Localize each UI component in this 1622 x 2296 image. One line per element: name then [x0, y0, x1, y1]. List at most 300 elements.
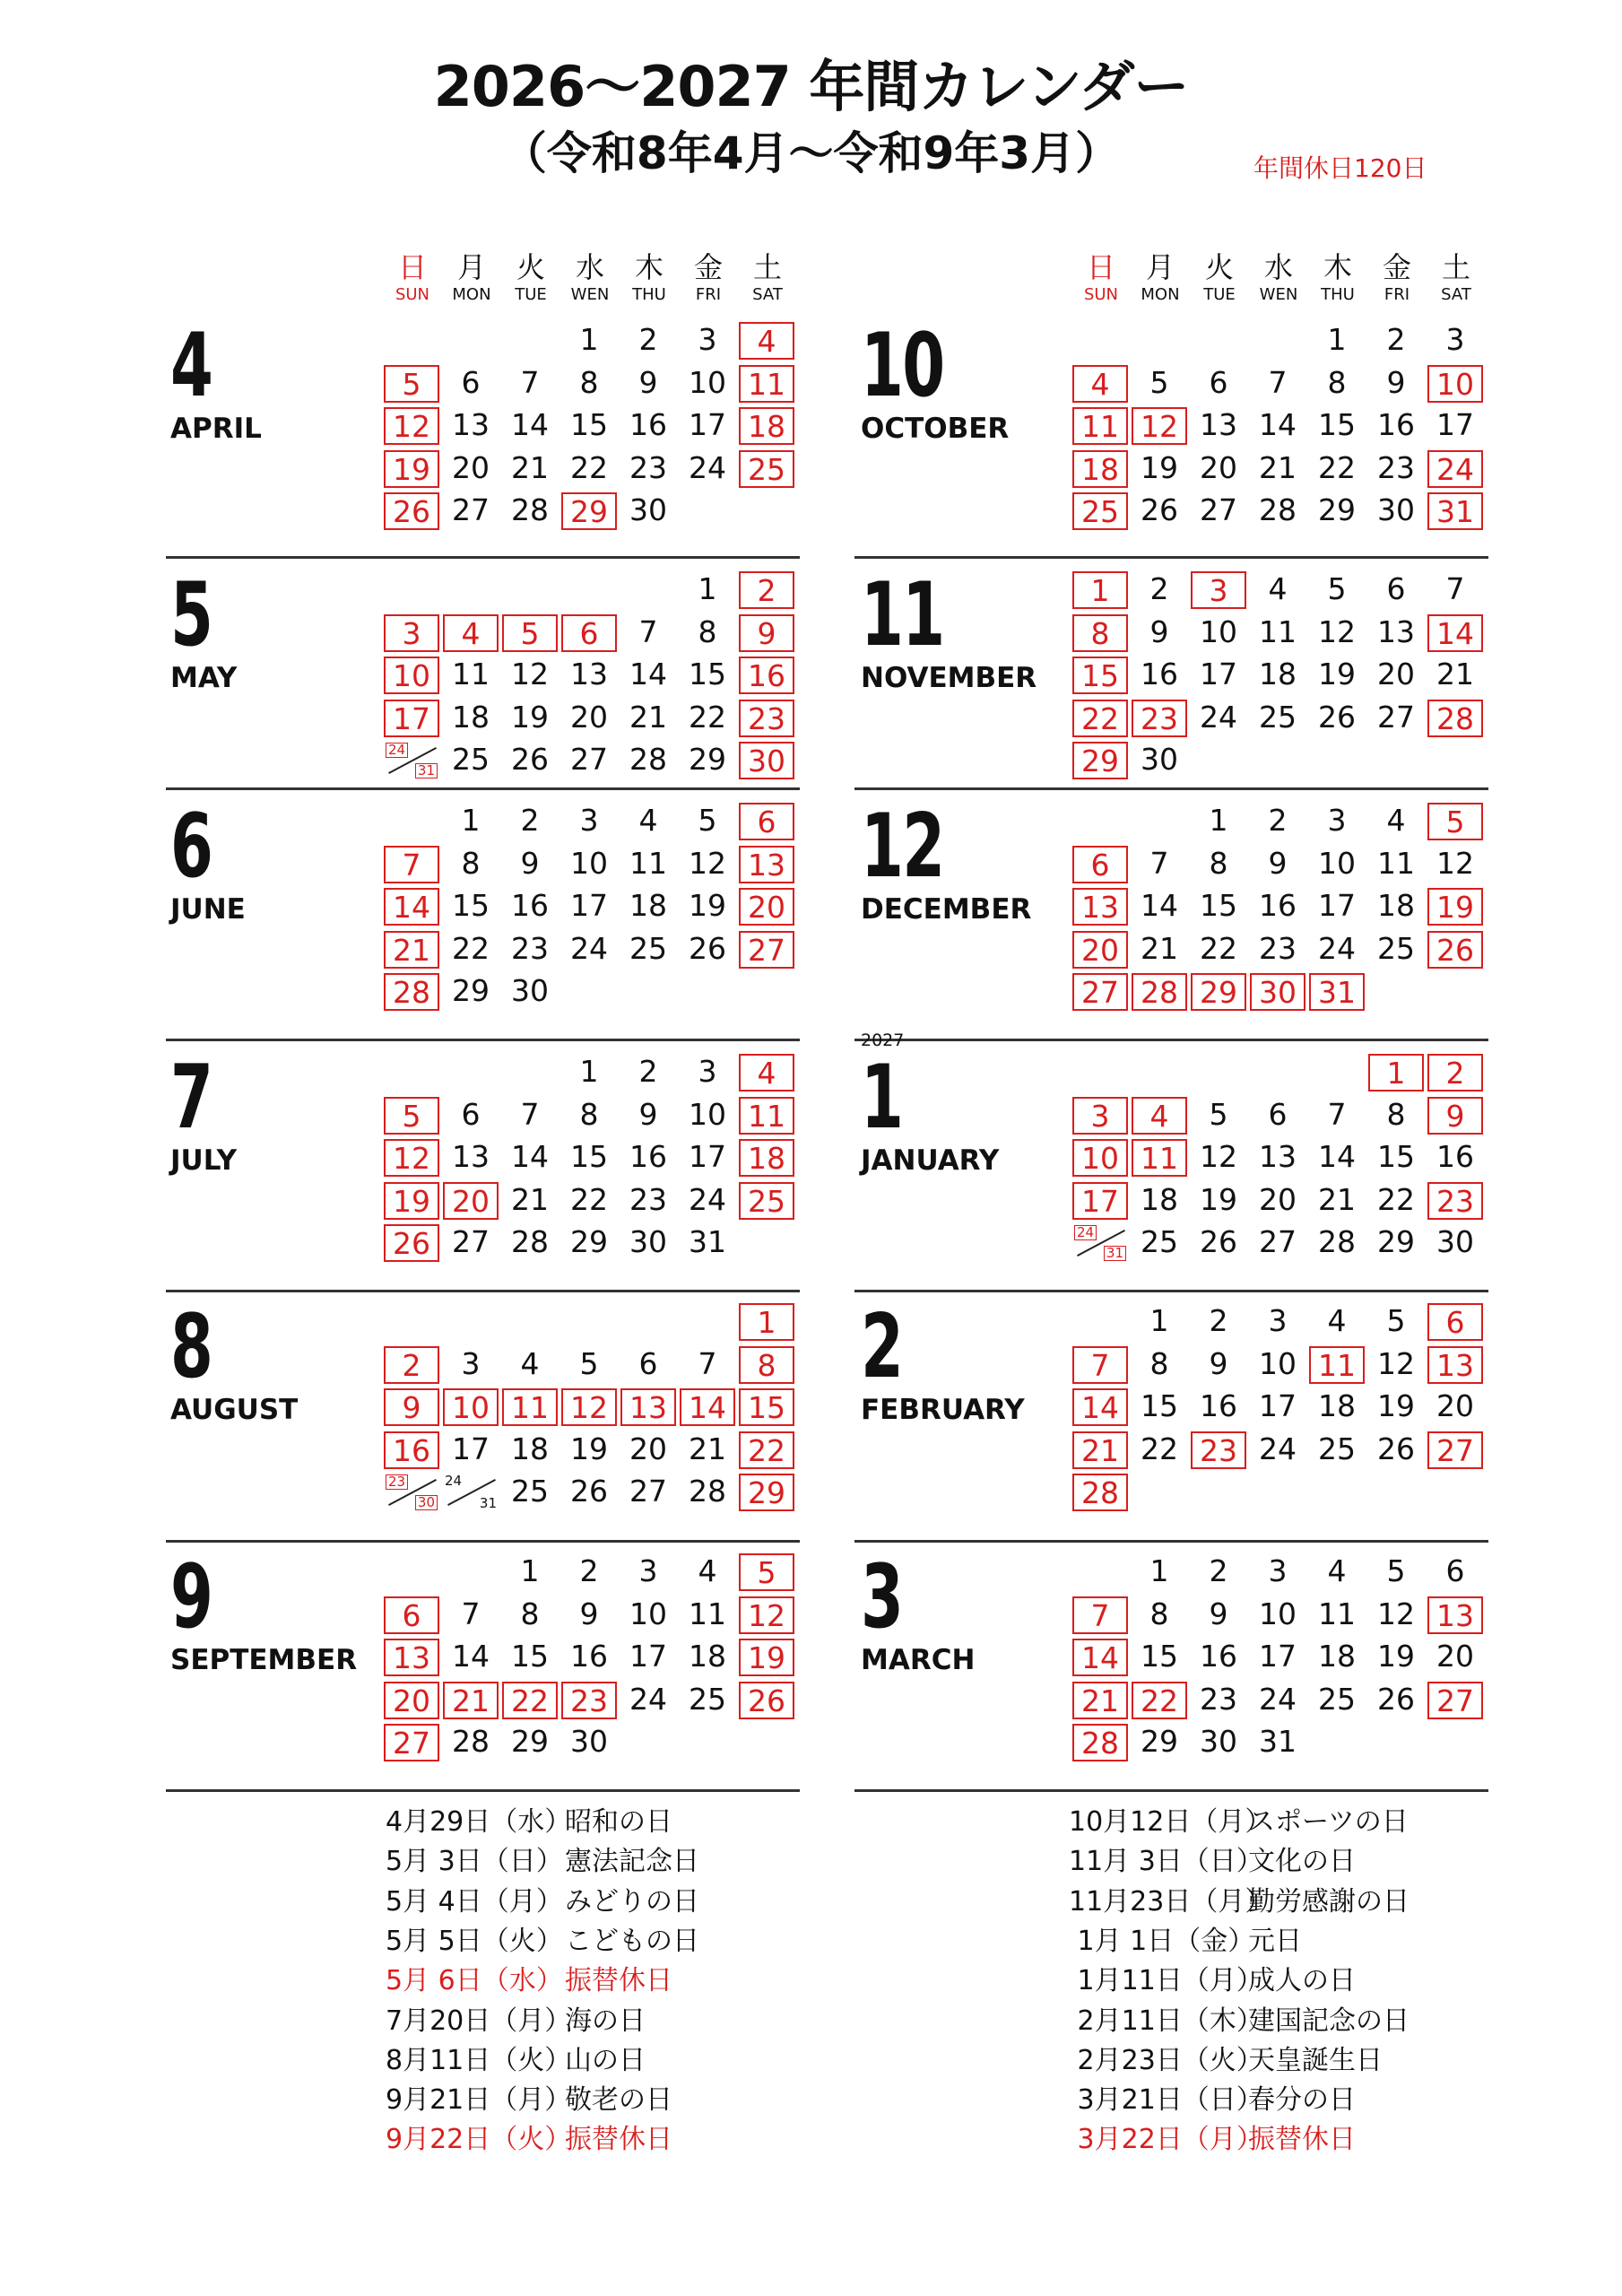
holiday-name: こどもの日 [565, 1925, 699, 1957]
day-cell-holiday: 14 [1072, 1388, 1128, 1426]
day-cell: 18 [1377, 888, 1415, 923]
day-cell-holiday: 10 [1072, 1139, 1128, 1177]
day-cell: 28 [1259, 492, 1297, 527]
day-cell: 10 [689, 364, 726, 400]
day-cell: 25 [629, 930, 667, 966]
day-cell: 11 [452, 657, 490, 691]
day-cell: 4 [1386, 803, 1406, 838]
day-cell: 19 [689, 888, 726, 923]
weekday-jp: 月 [456, 250, 486, 284]
day-cell: 25 [689, 1681, 726, 1717]
day-cell: 23 [1259, 930, 1297, 966]
day-cell: 8 [1327, 364, 1347, 400]
day-cell: 1 [579, 1054, 599, 1089]
day-cell: 24 [689, 449, 726, 485]
holiday-list-item [386, 2083, 672, 2118]
day-cell: 12 [1436, 845, 1474, 881]
day-cell-split [384, 1474, 439, 1511]
weekday-header [680, 249, 737, 305]
day-cell-holiday: 8 [739, 1346, 794, 1384]
day-cell-holiday: 10 [443, 1388, 499, 1426]
day-cell: 11 [1259, 613, 1297, 649]
month-divider [854, 556, 1488, 559]
day-cell: 22 [689, 699, 726, 735]
day-cell: 1 [461, 803, 481, 838]
day-cell: 2 [520, 803, 540, 838]
holiday-date: 4月29日（水） [386, 1806, 572, 1838]
day-cell-holiday: 12 [1132, 407, 1187, 445]
day-cell: 25 [1141, 1224, 1178, 1259]
day-cell-holiday: 17 [1072, 1182, 1128, 1220]
holiday-name: 振替休日 [565, 2124, 672, 2156]
day-cell: 20 [1200, 449, 1237, 485]
day-cell: 9 [1209, 1596, 1228, 1631]
day-cell: 24 [689, 1181, 726, 1217]
day-cell-holiday: 21 [384, 931, 439, 969]
day-cell: 17 [1200, 657, 1237, 691]
day-cell-holiday: 29 [1072, 742, 1128, 779]
day-cell: 4 [1327, 1553, 1347, 1588]
day-cell: 1 [698, 571, 717, 606]
weekday-header [384, 249, 441, 305]
day-cell: 17 [629, 1639, 667, 1674]
day-cell-holiday: 26 [384, 1224, 439, 1262]
day-cell: 14 [511, 1139, 549, 1174]
holiday-list-item [386, 1963, 672, 1999]
day-cell-holiday: 14 [384, 888, 439, 926]
day-cell: 12 [689, 845, 726, 881]
holiday-name: みどりの日 [565, 1885, 699, 1918]
day-cell-holiday: 29 [561, 492, 617, 530]
day-cell-split [1072, 1224, 1128, 1262]
day-cell-holiday: 4 [1072, 365, 1128, 403]
holiday-name: 成人の日 [1248, 1965, 1356, 1997]
day-cell: 7 [1268, 364, 1288, 400]
day-cell: 9 [638, 364, 658, 400]
day-cell: 30 [1436, 1224, 1474, 1259]
day-cell: 9 [1386, 364, 1406, 400]
year-note: 2027 [861, 1031, 905, 1050]
holiday-date: 11月 3日（日） [1069, 1846, 1263, 1878]
holiday-name: 振替休日 [1248, 2124, 1356, 2156]
day-cell: 29 [511, 1724, 549, 1759]
day-cell-holiday: 25 [1072, 492, 1128, 530]
weekday-header [620, 249, 678, 305]
day-cell: 10 [570, 845, 608, 881]
weekday-jp: 火 [516, 250, 545, 284]
day-cell: 15 [570, 407, 608, 442]
weekday-en: SUN [1083, 285, 1119, 304]
day-cell-holiday: 13 [620, 1388, 676, 1426]
holiday-list-item [1069, 2083, 1356, 2118]
day-cell: 21 [629, 699, 667, 735]
day-cell: 28 [511, 1224, 549, 1259]
day-cell: 22 [570, 1181, 608, 1217]
day-cell: 3 [1445, 322, 1465, 357]
day-cell: 5 [1327, 571, 1347, 606]
day-cell: 29 [570, 1224, 608, 1259]
day-cell-holiday: 24 [1427, 450, 1483, 488]
day-cell: 5 [1386, 1303, 1406, 1338]
month-number: 5 [170, 564, 213, 666]
day-cell: 26 [1141, 492, 1178, 527]
day-cell: 27 [1200, 492, 1237, 527]
page-subtitle: （令和8年4月～令和9年3月） [501, 127, 1121, 179]
day-cell-holiday: 4 [739, 1054, 794, 1091]
page-title: 2026～2027 年間カレンダー [433, 54, 1189, 119]
holiday-list-item [386, 2004, 646, 2039]
day-cell: 23 [1200, 1681, 1237, 1717]
day-cell-holiday: 23 [1427, 1182, 1483, 1220]
month-name: DECEMBER [861, 893, 1032, 926]
day-cell-holiday: 26 [1427, 931, 1483, 969]
day-cell: 25 [1318, 1681, 1356, 1717]
day-cell: 24 [1259, 1681, 1297, 1717]
day-cell-holiday: 26 [739, 1682, 794, 1719]
weekday-jp: 土 [752, 250, 782, 284]
day-cell: 24 [570, 930, 608, 966]
month-number: 10 [861, 315, 944, 417]
month-name: JANUARY [861, 1144, 1000, 1177]
month-name: JULY [170, 1144, 238, 1177]
day-cell: 7 [520, 364, 540, 400]
holiday-name: 文化の日 [1248, 1846, 1356, 1878]
month-divider [166, 787, 800, 790]
day-cell: 2 [1209, 1553, 1228, 1588]
day-cell: 19 [1318, 657, 1356, 691]
weekday-header [502, 249, 559, 305]
day-cell: 15 [511, 1639, 549, 1674]
day-cell-holiday: 21 [443, 1682, 499, 1719]
day-cell: 3 [698, 1054, 717, 1089]
month-number: 2 [861, 1296, 903, 1398]
day-cell: 29 [1141, 1724, 1178, 1759]
day-cell: 25 [1377, 930, 1415, 966]
day-cell: 6 [638, 1345, 658, 1381]
day-cell: 30 [629, 1224, 667, 1259]
day-cell: 17 [689, 1139, 726, 1174]
day-cell: 20 [1436, 1639, 1474, 1674]
day-cell-holiday: 3 [384, 614, 439, 652]
day-cell: 22 [1200, 930, 1237, 966]
day-cell: 15 [689, 657, 726, 691]
weekday-en: FRI [1383, 285, 1410, 304]
day-cell-holiday: 13 [739, 846, 794, 883]
day-cell: 1 [1327, 322, 1347, 357]
day-cell: 18 [511, 1431, 549, 1466]
day-cell-holiday: 21 [1072, 1431, 1128, 1469]
day-cell: 30 [570, 1724, 608, 1759]
day-cell-holiday: 29 [739, 1474, 794, 1511]
day-cell: 5 [1149, 364, 1169, 400]
day-cell: 26 [1377, 1681, 1415, 1717]
day-cell-holiday: 23 [561, 1682, 617, 1719]
weekday-jp: 月 [1145, 250, 1175, 284]
holiday-date: 11月23日（月） [1069, 1885, 1272, 1918]
day-cell: 14 [1259, 407, 1297, 442]
day-cell-holiday: 12 [384, 407, 439, 445]
day-cell-holiday: 27 [739, 931, 794, 969]
day-cell: 28 [689, 1474, 726, 1509]
weekday-en: TUE [515, 285, 547, 304]
day-cell-holiday: 5 [502, 614, 558, 652]
holiday-date: 1月 1日（金） [1069, 1925, 1255, 1957]
day-cell: 6 [1445, 1553, 1465, 1588]
day-cell: 17 [689, 407, 726, 442]
day-cell-holiday: 2 [739, 571, 794, 609]
day-cell: 16 [570, 1639, 608, 1674]
day-cell: 5 [579, 1345, 599, 1381]
holiday-list-item [1069, 2122, 1356, 2158]
day-cell: 22 [1318, 449, 1356, 485]
day-cell-holiday: 30 [739, 742, 794, 779]
annual-holiday-count: 年間休日120日 [1253, 153, 1427, 183]
day-cell: 1 [1149, 1553, 1169, 1588]
day-cell: 14 [1318, 1139, 1356, 1174]
day-cell: 13 [1259, 1139, 1297, 1174]
day-cell-holiday: 8 [1072, 614, 1128, 652]
day-cell-holiday: 13 [1427, 1596, 1483, 1634]
day-cell-holiday: 28 [384, 973, 439, 1011]
day-cell: 5 [698, 803, 717, 838]
day-cell-holiday: 18 [1072, 450, 1128, 488]
day-cell: 24 [1259, 1431, 1297, 1466]
day-cell: 14 [1141, 888, 1178, 923]
holiday-date: 9月22日（火） [386, 2124, 572, 2156]
month-number: 11 [861, 564, 944, 666]
weekday-en: MON [452, 285, 491, 304]
month-number: 9 [170, 1546, 213, 1648]
day-cell-holiday: 19 [1427, 888, 1483, 926]
day-cell-holiday: 18 [739, 1139, 794, 1177]
weekday-jp: 木 [1323, 250, 1352, 284]
holiday-date: 10月12日（月） [1069, 1806, 1272, 1838]
day-cell: 2 [1386, 322, 1406, 357]
day-cell-holiday: 23 [1191, 1431, 1246, 1469]
day-cell: 15 [1377, 1139, 1415, 1174]
day-cell: 28 [511, 492, 549, 527]
month-number: 6 [170, 796, 213, 898]
day-cell-holiday: 11 [1132, 1139, 1187, 1177]
holiday-date: 3月22日（月） [1069, 2124, 1263, 2156]
day-cell-holiday: 20 [739, 888, 794, 926]
weekday-jp: 水 [1263, 250, 1293, 284]
day-cell: 14 [452, 1639, 490, 1674]
day-cell-holiday: 28 [1132, 973, 1187, 1011]
weekday-jp: 日 [397, 250, 427, 284]
day-cell: 13 [452, 407, 490, 442]
holiday-list-item [386, 1844, 699, 1880]
month-number: 12 [861, 796, 944, 898]
day-cell-holiday: 12 [739, 1596, 794, 1634]
day-cell: 7 [461, 1596, 481, 1631]
day-cell: 12 [511, 657, 549, 691]
day-cell: 20 [1377, 657, 1415, 691]
day-cell-holiday: 10 [1427, 365, 1483, 403]
holiday-date: 7月20日（月） [386, 2005, 572, 2037]
day-cell: 6 [1268, 1096, 1288, 1132]
split-day-lower: 31 [415, 763, 438, 778]
day-cell: 30 [1200, 1724, 1237, 1759]
day-cell-holiday: 31 [1427, 492, 1483, 530]
day-cell-holiday: 13 [384, 1639, 439, 1676]
holiday-list-item [386, 1884, 699, 1920]
day-cell: 10 [1259, 1345, 1297, 1381]
day-cell: 9 [1268, 845, 1288, 881]
day-cell-holiday: 29 [1191, 973, 1246, 1011]
weekday-header [1250, 249, 1307, 305]
holiday-date: 8月11日（火） [386, 2044, 572, 2076]
day-cell-holiday: 4 [1132, 1097, 1187, 1135]
day-cell: 26 [689, 930, 726, 966]
day-cell: 18 [1318, 1639, 1356, 1674]
day-cell-holiday: 12 [384, 1139, 439, 1177]
day-cell: 3 [638, 1553, 658, 1588]
day-cell: 16 [1200, 1639, 1237, 1674]
day-cell: 30 [1141, 742, 1178, 777]
day-cell: 26 [1318, 699, 1356, 735]
day-cell-holiday: 28 [1427, 700, 1483, 737]
day-cell: 25 [511, 1474, 549, 1509]
month-name: APRIL [170, 413, 262, 445]
day-cell: 26 [511, 742, 549, 777]
holiday-name: 春分の日 [1248, 2084, 1356, 2117]
day-cell: 5 [1386, 1553, 1406, 1588]
day-cell: 19 [1200, 1181, 1237, 1217]
day-cell-holiday: 9 [384, 1388, 439, 1426]
holiday-list-item [1069, 1924, 1302, 1960]
holiday-name: 勤労感謝の日 [1248, 1885, 1409, 1918]
day-cell: 3 [1327, 803, 1347, 838]
holiday-date: 1月11日（月） [1069, 1965, 1263, 1997]
day-cell: 9 [520, 845, 540, 881]
day-cell-holiday: 1 [739, 1303, 794, 1341]
day-cell: 12 [1377, 1345, 1415, 1381]
month-divider [166, 556, 800, 559]
month-divider [854, 1039, 1488, 1041]
day-cell: 28 [629, 742, 667, 777]
day-cell: 3 [1268, 1303, 1288, 1338]
day-cell-holiday: 5 [384, 1097, 439, 1135]
weekday-header [1191, 249, 1248, 305]
day-cell: 30 [1377, 492, 1415, 527]
weekday-header [739, 249, 796, 305]
day-cell: 29 [689, 742, 726, 777]
day-cell: 16 [1141, 657, 1178, 691]
day-cell-holiday: 16 [384, 1431, 439, 1469]
day-cell: 15 [452, 888, 490, 923]
month-number: 3 [861, 1546, 903, 1648]
day-cell-holiday: 31 [1309, 973, 1365, 1011]
month-divider [854, 787, 1488, 790]
day-cell-holiday: 27 [1427, 1431, 1483, 1469]
holiday-date: 2月23日（火） [1069, 2044, 1263, 2076]
day-cell: 31 [689, 1224, 726, 1259]
day-cell: 9 [1209, 1345, 1228, 1381]
day-cell: 22 [452, 930, 490, 966]
day-cell: 8 [698, 613, 717, 649]
day-cell: 8 [1386, 1096, 1406, 1132]
day-cell: 19 [511, 699, 549, 735]
month-number: 8 [170, 1296, 213, 1398]
weekday-jp: 日 [1086, 250, 1115, 284]
day-cell-holiday: 27 [1427, 1682, 1483, 1719]
holiday-date: 5月 6日（水） [386, 1965, 563, 1997]
day-cell: 24 [629, 1681, 667, 1717]
day-cell-split [443, 1474, 499, 1511]
holiday-list-item [1069, 1884, 1409, 1920]
day-cell: 21 [689, 1431, 726, 1466]
holiday-name: 昭和の日 [565, 1806, 672, 1838]
day-cell: 8 [1149, 1596, 1169, 1631]
day-cell: 1 [579, 322, 599, 357]
day-cell: 23 [629, 449, 667, 485]
day-cell: 20 [1259, 1181, 1297, 1217]
weekday-jp: 金 [693, 250, 723, 284]
day-cell-holiday: 25 [739, 1182, 794, 1220]
day-cell-holiday: 23 [739, 700, 794, 737]
weekday-header [561, 249, 619, 305]
day-cell: 23 [1377, 449, 1415, 485]
day-cell-holiday: 7 [1072, 1346, 1128, 1384]
day-cell-holiday: 2 [384, 1346, 439, 1384]
holiday-date: 5月 3日（日） [386, 1846, 563, 1878]
day-cell: 17 [1436, 407, 1474, 442]
holiday-date: 3月21日（日） [1069, 2084, 1263, 2117]
day-cell-holiday: 22 [1132, 1682, 1187, 1719]
day-cell: 21 [1318, 1181, 1356, 1217]
split-day-upper: 24 [1074, 1225, 1097, 1240]
day-cell: 15 [1141, 1388, 1178, 1423]
day-cell: 12 [1377, 1596, 1415, 1631]
weekday-en: THU [632, 285, 666, 304]
day-cell: 19 [1141, 449, 1178, 485]
weekday-en: SUN [395, 285, 430, 304]
month-divider [854, 1290, 1488, 1292]
weekday-en: SAT [1441, 285, 1471, 304]
month-name: OCTOBER [861, 413, 1010, 445]
day-cell: 27 [570, 742, 608, 777]
day-cell: 22 [570, 449, 608, 485]
day-cell: 10 [689, 1096, 726, 1132]
holiday-list-item [1069, 1963, 1356, 1999]
holiday-date: 9月21日（月） [386, 2084, 572, 2117]
weekday-en: MON [1141, 285, 1180, 304]
day-cell-holiday: 19 [384, 450, 439, 488]
day-cell: 16 [511, 888, 549, 923]
day-cell-holiday: 14 [1072, 1639, 1128, 1676]
day-cell: 16 [1377, 407, 1415, 442]
day-cell: 17 [1259, 1639, 1297, 1674]
day-cell-holiday: 6 [1072, 846, 1128, 883]
day-cell: 7 [698, 1345, 717, 1381]
weekday-header [1309, 249, 1366, 305]
month-divider [166, 1039, 800, 1041]
month-divider [854, 1540, 1488, 1543]
month-name: JUNE [170, 893, 246, 926]
month-number: 7 [170, 1047, 213, 1149]
day-cell: 6 [461, 364, 481, 400]
day-cell: 8 [1149, 1345, 1169, 1381]
day-cell: 7 [1327, 1096, 1347, 1132]
day-cell: 29 [1377, 1224, 1415, 1259]
day-cell: 7 [638, 613, 658, 649]
day-cell: 22 [1141, 1431, 1178, 1466]
month-divider [166, 1290, 800, 1292]
day-cell: 8 [1209, 845, 1228, 881]
split-day-lower: 31 [1104, 1246, 1126, 1261]
day-cell-holiday: 5 [384, 365, 439, 403]
